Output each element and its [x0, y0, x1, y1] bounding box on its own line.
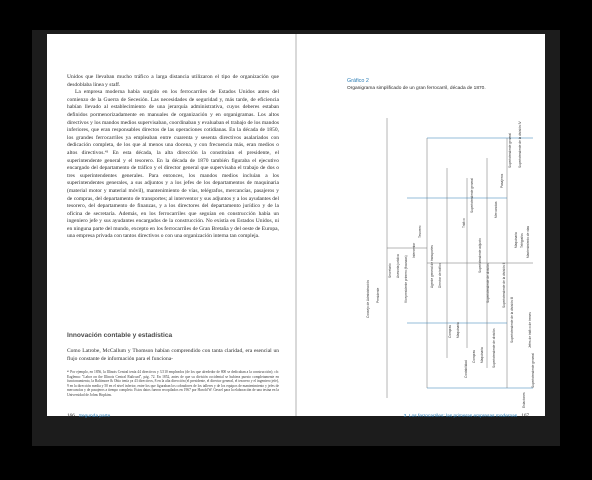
page-number: 166 — [67, 413, 75, 419]
org-label: Contabilidad — [464, 360, 468, 378]
org-label: Superintendente general — [508, 133, 512, 168]
org-label: Tesorero — [418, 225, 422, 238]
page-number: 167 — [521, 413, 529, 419]
org-label: Presidente — [376, 287, 380, 303]
org-mid-labels — [494, 133, 535, 388]
paragraph-2: La empresa moderna había surgido en los ferrocarriles de Estados Unidos antes del comienzo de la Guerra de Secesión. Las necesidades de seguridad y, más tarde, de eficiencia habían llevado al establecimiento de una jerarquía administrativa, cuyos deberes estaban definidos pormenorizadamente en manuales de organización y en organigramas. Los altos directivos y los mandos medios supervisaban, coordinaban y evaluaban el trabajo de los mandos inferiores, que eran responsables directos de las operaciones cotidianas. En la década de 1850, los grandes ferrocarriles ya empleaban entre cuarenta y sesenta directivos asalariados con dedicación completa, de los que al menos una docena, y con frecuencia más, eran medios o altos directivos.⁴¹ En esta década, la alta dirección la constituían el presidente, el superintendente general y el tesorero. En la década de 1870 también figuraba el ejecutivo encargado del departamento de tráfico y el director general que supervisaba el trabajo de dos o tres superintendentes generales. Para entonces, los mandos medios incluían a los superintendentes generales, a sus adjuntos y a los jefes de los departamentos de maquinaria (material motor y material móvil), mantenimiento de vías, telégrafos, mercancías, pasajeros y de compras, del departamento de transportes; al interventor y sus adjuntos y a los ayudantes del tesorero, del departamento de finanzas, y a los directores del departamento jurídico y de la oficina de secretaría. Además, en los ferrocarriles que seguían en construcción había un ingeniero jefe y sus ayudantes encargados de la construcción. No existía en Estados Unidos, ni en ninguna parte del mundo, excepto en los ferrocarriles de Gran Bretaña y del oeste de Europa, una empresa privada con tantos directivos o con una organización interna tan compleja. — [67, 89, 280, 240]
org-label: Tráfico — [462, 218, 466, 228]
org-label: Superintendente de la división II — [502, 262, 506, 308]
footnote: ⁴¹ Por ejemplo, en 1856, la Illinois Central tenía 44 directivos y 3.510 empleados (de los que alrededor de 800 se dedicaban a la construcción); cfr. Eaglema: "Labor on the Illinois Central Railroad", pág. 72. En 1852, antes de que su división occidental se hubiera puesto completamente en funcionamiento, la Baltimore & Ohio tenía ya 43 directivos, 8 en la alta dirección (el presidente, el director general, el tesorero y el ingeniero jefe), 9 en la dirección media y 50 en el nivel inferior, entre los que figuraban los cobradores de los talleres y de los equipos de mantenimiento y jefes de mercancías y de pasajeros a tiempo completo. Estos datos fueron recopilados en 1967 por Harold W. Gessel para la elaboración de una tesina en la Universidad de Johns Hopkins. — [67, 370, 279, 397]
org-label: Agente general de transportes — [430, 245, 434, 288]
org-label: Jefes de tráfico de trenes — [528, 312, 532, 348]
org-label: Superintendente de la división III — [510, 296, 514, 343]
figure-label: Gráfico 2 — [347, 78, 369, 84]
org-label: Secretario — [388, 263, 392, 278]
org-label: Superintendente de la división IV — [518, 121, 522, 168]
org-chart — [347, 108, 535, 408]
org-traffic-labels — [430, 218, 466, 338]
org-label: Mantenimiento de vías — [526, 225, 530, 258]
paragraph-1: Unidos que llevaban mucho tráfico a larga distancia utilizaron el tipo de organización que desdoblaba línea y staff. — [67, 74, 279, 88]
org-label: Pasajeros — [500, 173, 504, 188]
left-body-text — [67, 74, 279, 241]
org-label: Mercancías — [494, 201, 498, 218]
org-label: Telégrafos — [520, 233, 524, 248]
org-label: Estaciones — [522, 392, 526, 408]
org-label: Superintendente de división — [492, 328, 496, 368]
org-label: Superintendente de división — [486, 263, 490, 303]
org-label: Director de tráfico — [438, 262, 442, 288]
figure-title: Organigrama simplificado de un gran ferrocarril, década de 1870. — [347, 86, 486, 91]
org-label: Compras — [472, 350, 476, 363]
org-bottom-labels — [464, 312, 532, 408]
right-folio — [404, 413, 529, 419]
org-label: Asesoría jurídica — [396, 254, 400, 278]
org-label: Maquinaria — [480, 347, 484, 363]
running-head: Segunda parte — [78, 414, 111, 419]
org-label: Superintendente adjunto — [478, 238, 482, 273]
running-head: 3. Los ferrocarriles: las primeras empresas modernas — [403, 414, 518, 419]
right-page — [297, 34, 545, 419]
left-page — [47, 34, 295, 419]
left-folio — [67, 413, 110, 419]
org-root-labels — [366, 280, 380, 318]
section-heading: Innovación contable y estadística — [67, 332, 173, 339]
org-label: Superintendente general — [531, 353, 535, 388]
org-top-branch-labels — [388, 225, 422, 303]
section-body-text: Como Latrobe, McCallum y Thomson habían comprendido con tanta claridad, era esencial un flujo constante de información para el funciona- — [67, 348, 279, 362]
org-label: Interventor — [412, 242, 416, 258]
org-label: Maquinaria — [514, 232, 518, 248]
org-label: Superintendente general — [470, 178, 474, 213]
org-label: Vicepresidente primero (finanzas) — [404, 255, 408, 303]
org-label: Maquinaria — [456, 322, 460, 338]
org-label: Consejo de Administración — [366, 280, 370, 318]
org-label: Compras — [448, 325, 452, 338]
